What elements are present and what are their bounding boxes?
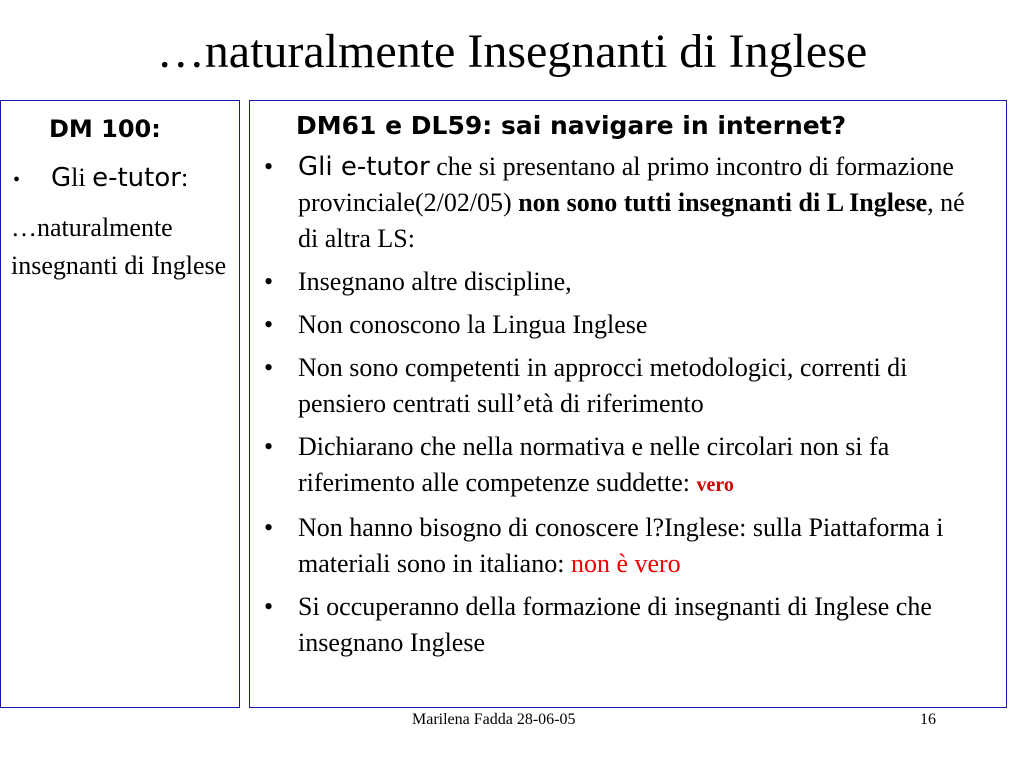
item-marker-vero: vero	[696, 474, 734, 496]
bullet-etutor: e-tutor	[92, 163, 181, 193]
item-tail: , né di altra LS:	[298, 188, 965, 253]
bullet-prefix: G	[51, 163, 72, 193]
list-item	[250, 264, 1000, 300]
bullet-icon: •	[264, 432, 274, 461]
bullet-icon: •	[264, 152, 274, 181]
bullet-colon: :	[180, 163, 189, 192]
right-panel	[249, 100, 1007, 708]
left-heading: DM 100:	[49, 115, 161, 143]
bullet-icon: •	[264, 310, 274, 339]
left-panel	[0, 100, 240, 708]
bullet-icon: •	[264, 592, 274, 621]
left-body: …naturalmente insegnanti di Inglese	[11, 213, 227, 280]
list-item	[250, 149, 1000, 257]
item-bold: non sono tutti insegnanti di L Inglese	[518, 188, 928, 217]
footer-page-number: 16	[920, 711, 936, 728]
list-item	[250, 510, 1000, 582]
left-bullet-item	[13, 163, 188, 193]
item-text: Non hanno bisogno di conoscere l?Inglese: sulla Piattaforma i materiali sono in italiano:	[298, 513, 944, 578]
item-text: Insegnano altre discipline,	[298, 267, 572, 296]
item-text: Non sono competenti in approcci metodologici, correnti di pensiero centrati sull’età di riferimento	[298, 353, 908, 418]
item-marker-non-vero: non è vero	[570, 549, 681, 578]
bullet-icon: •	[264, 267, 274, 296]
left-body-text	[11, 209, 233, 285]
bullet-icon: •	[264, 513, 274, 542]
footer-author-date: Marilena Fadda 28-06-05	[412, 711, 576, 728]
bullet-prefix-2: li	[71, 163, 86, 192]
item-text: Si occuperanno della formazione di insegnanti di Inglese che insegnano Inglese	[298, 592, 932, 657]
bullet-icon: •	[13, 169, 21, 191]
item-text: che si presentano al primo incontro di formazione provinciale(2/02/05)	[298, 152, 954, 217]
bullet-icon: •	[264, 353, 274, 382]
list-item	[250, 350, 1000, 422]
item-text: Dichiarano che nella normativa e nelle circolari non si fa riferimento alle competenze suddette:	[298, 432, 890, 497]
right-heading: DM61 e DL59: sai navigare in internet?	[296, 111, 847, 140]
bullet-list	[250, 149, 1000, 668]
list-item	[250, 307, 1000, 343]
list-item	[250, 589, 1000, 661]
item-text: Non conoscono la Lingua Inglese	[298, 310, 648, 339]
item-lead: Gli e-tutor	[298, 152, 430, 182]
slide-title: …naturalmente Insegnanti di Inglese	[156, 25, 868, 78]
list-item	[250, 429, 1000, 503]
